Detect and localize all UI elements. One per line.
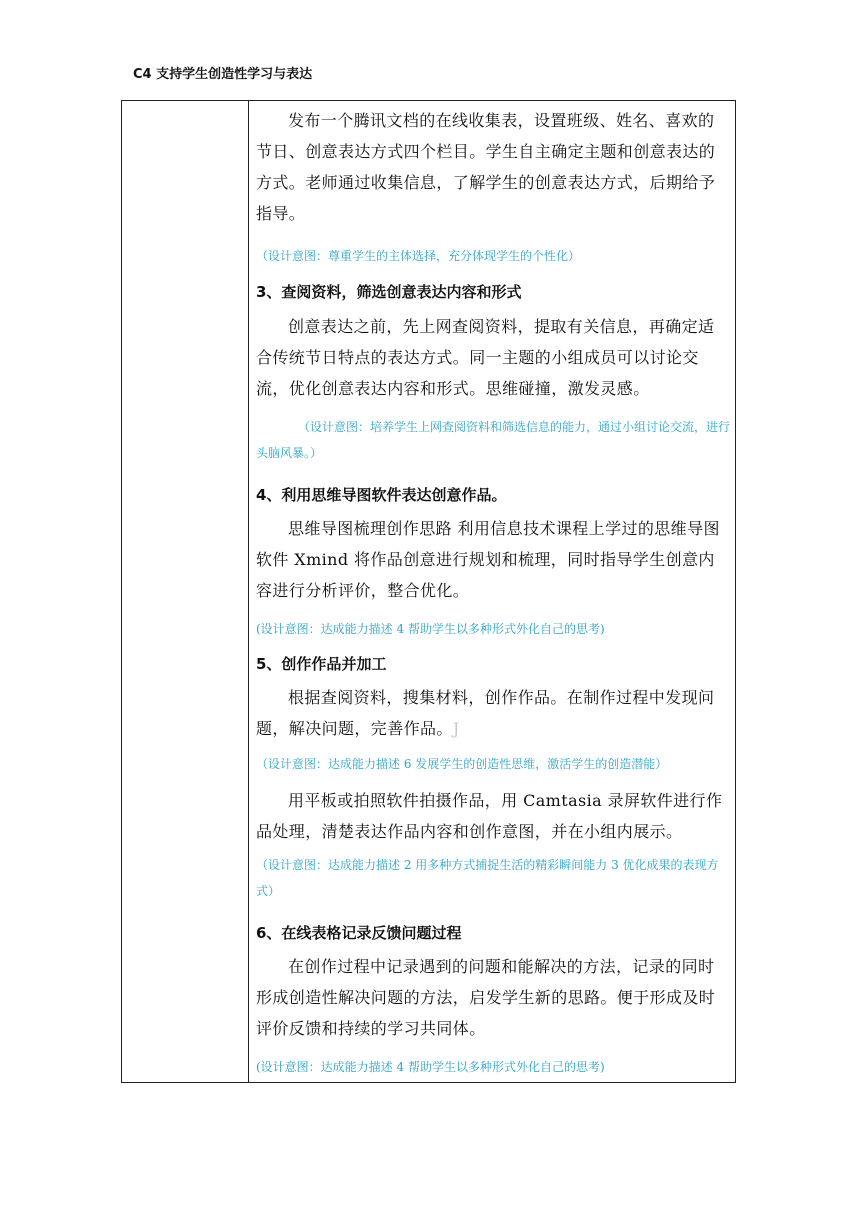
design-intent-3: （设计意图：培养学生上网查阅资料和筛选信息的能力，通过小组讨论交流，进行头脑风暴。）: [256, 420, 731, 460]
design-intent-5b: （设计意图：达成能力描述 2 用多种方式捕捉生活的精彩瞬间能力 3 优化成果的表现方式）: [256, 858, 719, 898]
step-3-heading: 3、查阅资料，筛选创意表达内容和形式: [256, 283, 522, 301]
design-intent-collect: （设计意图：尊重学生的主体选择，充分体现学生的个性化）: [256, 249, 581, 263]
design-intent-6: (设计意图：达成能力描述 4 帮助学生以多种形式外化自己的思考): [256, 1060, 605, 1074]
design-intent-4: (设计意图：达成能力描述 4 帮助学生以多种形式外化自己的思考): [256, 622, 605, 636]
design-intent-5: （设计意图：达成能力描述 6 发展学生的创造性思维，激活学生的创造潜能）: [256, 757, 668, 771]
step-5-heading: 5、创作作品并加工: [256, 655, 387, 673]
step-6-paragraph: 在创作过程中记录遇到的问题和能解决的方法，记录的同时形成创造性解决问题的方法，启发学生新的思路。便于形成及时评价反馈和持续的学习共同体。: [256, 957, 716, 1038]
step-5-paragraph-2: 用平板或拍照软件拍摄作品，用 Camtasia 录屏软件进行作品处理，清楚表达作品内容和创作意图，并在小组内展示。: [256, 791, 723, 841]
page-header: C4 支持学生创造性学习与表达: [133, 67, 313, 82]
column-divider: [248, 101, 249, 1082]
step-3-paragraph: 创意表达之前，先上网查阅资料，提取有关信息，再确定适合传统节日特点的表达方式。同一主题的小组成员可以讨论交流，优化创意表达内容和形式。思维碰撞，激发灵感。: [256, 317, 715, 398]
step-6-heading: 6、在线表格记录反馈问题过程: [256, 924, 462, 942]
step-4-heading: 4、利用思维导图软件表达创意作品。: [256, 486, 507, 504]
lesson-table: [121, 100, 736, 1083]
step-4-paragraph: 思维导图梳理创作思路 利用信息技术课程上学过的思维导图软件 Xmind 将作品创意进行规划和梳理，同时指导学生创意内容进行分析评价，整合优化。: [256, 519, 720, 600]
collect-paragraph: 发布一个腾讯文档的在线收集表，设置班级、姓名、喜欢的节日、创意表达方式四个栏目。学生自主确定主题和创意表达的方式。老师通过收集信息，了解学生的创意表达方式，后期给予指导。: [256, 111, 716, 223]
step-5-paragraph: [256, 682, 730, 744]
step-5-text: 根据查阅资料，搜集材料，创作作品。在制作过程中发现问题，解决问题，完善作品。: [256, 688, 715, 738]
stray-mark: J: [452, 719, 460, 738]
